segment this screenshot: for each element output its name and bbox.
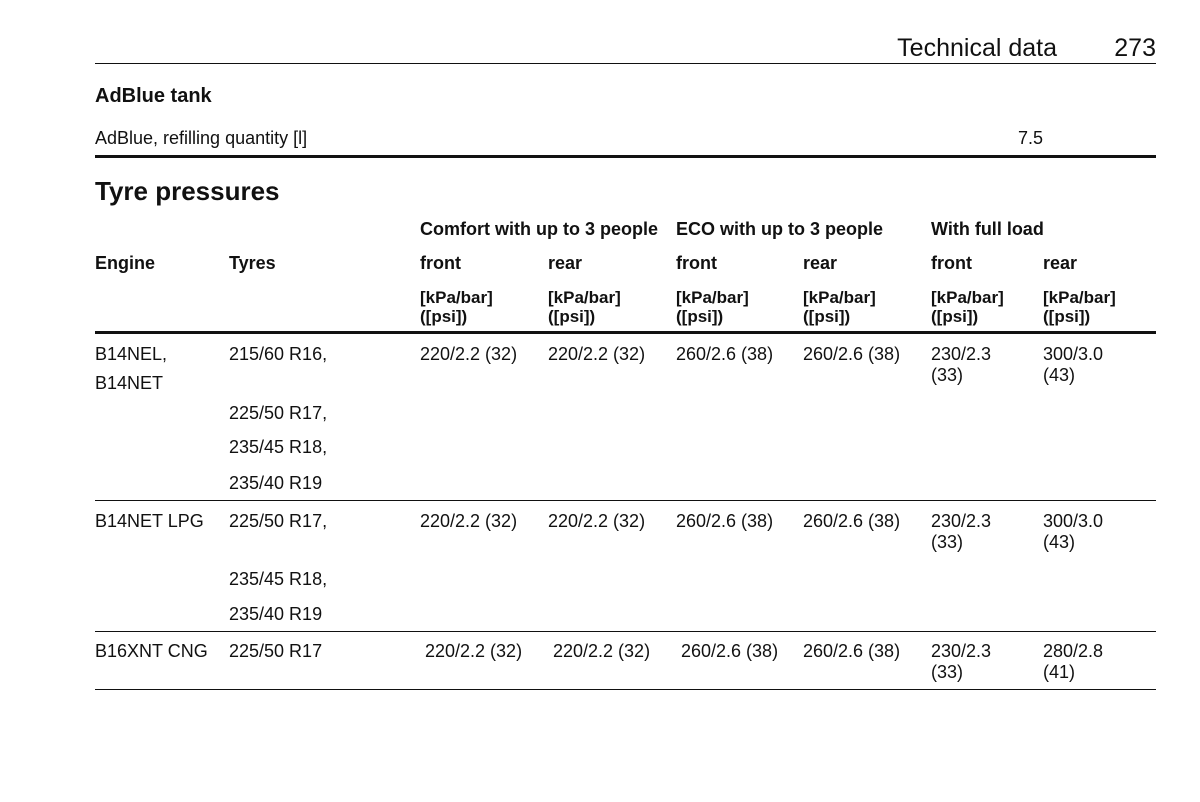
table-header-rule <box>95 331 1156 334</box>
group-header-eco: ECO with up to 3 people <box>676 219 883 239</box>
column-header-full-front: front <box>931 253 972 273</box>
adblue-row-label: AdBlue, refilling quantity [l] <box>95 128 308 148</box>
adblue-row-value: 7.5 <box>1018 128 1044 148</box>
row2-comfort-front: 220/2.2 (32) <box>420 511 518 531</box>
page-header-title: Technical data <box>897 34 1057 62</box>
column-header-comfort-front: front <box>420 253 461 273</box>
column-header-comfort-rear: rear <box>548 253 583 273</box>
table-bottom-rule <box>95 689 1156 690</box>
row3-eco-rear: 260/2.6 (38) <box>803 641 901 661</box>
row1-tyre-size: 225/50 R17, <box>229 403 328 423</box>
row1-comfort-front: 220/2.2 (32) <box>420 344 518 364</box>
row1-engine-line1: B14NEL, <box>95 344 168 364</box>
row1-tyre-size: 215/60 R16, <box>229 344 328 364</box>
unit-header-comfort-rear: [kPa/bar] ([psi]) <box>548 288 621 326</box>
row1-eco-rear: 260/2.6 (38) <box>803 344 901 364</box>
row2-tyre-size: 235/45 R18, <box>229 569 328 589</box>
row3-comfort-rear: 220/2.2 (32) <box>553 641 651 661</box>
row3-eco-front: 260/2.6 (38) <box>681 641 779 661</box>
row1-eco-front: 260/2.6 (38) <box>676 344 774 364</box>
page-number: 273 <box>1114 34 1156 62</box>
unit-header-eco-rear: [kPa/bar] ([psi]) <box>803 288 876 326</box>
group-header-full-load: With full load <box>931 219 1044 239</box>
tyre-pressures-title: Tyre pressures <box>95 176 280 206</box>
row2-tyre-size: 235/40 R19 <box>229 604 323 624</box>
row2-comfort-rear: 220/2.2 (32) <box>548 511 646 531</box>
row1-comfort-rear: 220/2.2 (32) <box>548 344 646 364</box>
row3-comfort-front: 220/2.2 (32) <box>425 641 523 661</box>
row-divider <box>95 500 1156 501</box>
column-header-eco-rear: rear <box>803 253 838 273</box>
column-header-tyres: Tyres <box>229 253 276 273</box>
row3-full-front: 230/2.3 (33) <box>931 641 992 682</box>
row2-engine: B14NET LPG <box>95 511 204 531</box>
column-header-engine: Engine <box>95 253 156 273</box>
column-header-full-rear: rear <box>1043 253 1078 273</box>
row2-full-front: 230/2.3 (33) <box>931 511 992 552</box>
row3-full-rear: 280/2.8 (41) <box>1043 641 1104 682</box>
row2-tyre-size: 225/50 R17, <box>229 511 328 531</box>
row1-tyre-size: 235/45 R18, <box>229 437 328 457</box>
row1-tyre-size: 235/40 R19 <box>229 473 323 493</box>
unit-header-full-rear: [kPa/bar] ([psi]) <box>1043 288 1116 326</box>
adblue-section-rule <box>95 155 1156 158</box>
unit-header-comfort-front: [kPa/bar] ([psi]) <box>420 288 493 326</box>
row2-eco-front: 260/2.6 (38) <box>676 511 774 531</box>
row1-full-rear: 300/3.0 (43) <box>1043 344 1104 385</box>
row1-full-front: 230/2.3 (33) <box>931 344 992 385</box>
unit-header-full-front: [kPa/bar] ([psi]) <box>931 288 1004 326</box>
row2-full-rear: 300/3.0 (43) <box>1043 511 1104 552</box>
group-header-comfort: Comfort with up to 3 people <box>420 219 658 239</box>
adblue-section-title: AdBlue tank <box>95 85 212 107</box>
unit-header-eco-front: [kPa/bar] ([psi]) <box>676 288 749 326</box>
row3-engine: B16XNT CNG <box>95 641 208 661</box>
column-header-eco-front: front <box>676 253 717 273</box>
row-divider <box>95 631 1156 632</box>
row3-tyre-size: 225/50 R17 <box>229 641 323 661</box>
row1-engine-line2: B14NET <box>95 373 164 393</box>
row2-eco-rear: 260/2.6 (38) <box>803 511 901 531</box>
header-rule <box>95 63 1156 64</box>
